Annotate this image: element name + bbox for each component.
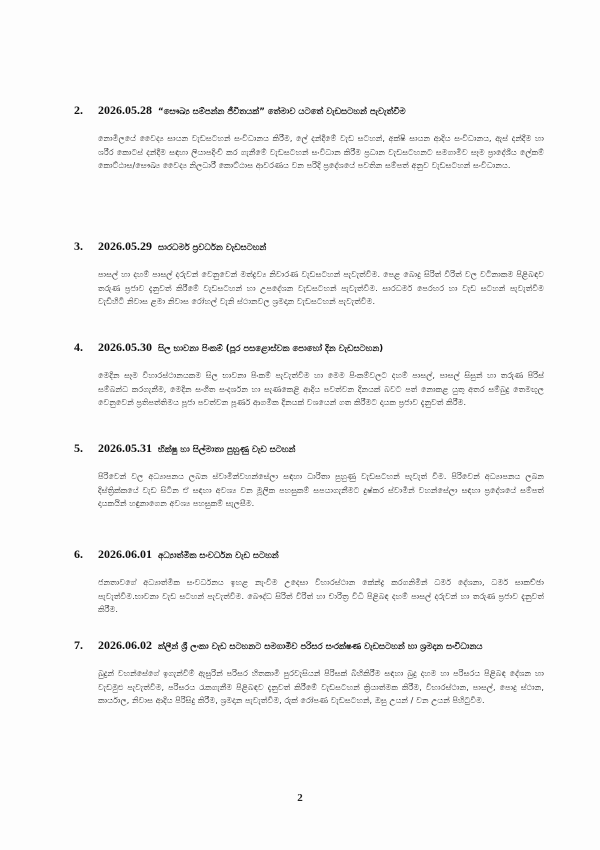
- section-number: 6.: [74, 547, 83, 561]
- section-7: [74, 638, 544, 708]
- section-heading: [74, 441, 544, 458]
- section-body: නොමිලයේ වෛද්‍ය සායන වැඩසටහන් සංවිධානය කිරීම, ලේ දන්දීමේ වැඩ සටහන්, අක්ෂි සායන ආදිය සංවිධානය, ඇස් දන්දීම හා ශරීර කොටස් දන්දීම සඳහා ලියාපදිංචි කර ගැනීමේ වැඩසටහන් සංවිධාන කිරීම ප්‍රධාන වැඩසටහනට සමගාමීව සෑම ප්‍රාදේශීය ලේකම් කොට්ඨාස/සෞඛ්‍ය වෛද්‍ය නිලධාරී කොට්ඨාස ආවරණය වන පරිදි ප්‍රදේශයේ පවතින සම්පත් අනුව වැඩසටහන් සංවිධානය.: [98, 134, 544, 171]
- section-heading: [74, 239, 544, 256]
- section-5: [74, 441, 544, 511]
- section-date: 2026.06.01: [98, 547, 152, 561]
- section-heading: [74, 547, 544, 564]
- section-title: අධ්‍යාත්මික සංවර්ධන වැඩ සටහන්: [158, 551, 279, 561]
- section-2: [74, 103, 544, 173]
- section-body: බුදුන් වහන්සේගේ ඉගැන්වීම් ඇසුරින් පරිසර හිතකාමී පුරවැසියන් පිරිසක් බිහිකිරීම සඳහා බුදු දහම හා පරිසරය පිළිබඳ දේශන හා වැඩමුළු පැවැත්වීම, පරිසරය රැකගැනීම පිළිබඳව දැනුවත් කිරීමේ වැඩසටහන් ක්‍රියාත්මක කිරීම, විහාරස්ථාන, පාසල්, පොදු ස්ථාන, කාර්යාල, නිවාස ආදිය පිරිසිදු කිරීම, ශ්‍රමදාන පැවැත්වීම, රුක් රෝපණ වැඩසටහන්, ඔසු උයන් / වන උයන් පිහිටුවීම.: [98, 669, 544, 706]
- section-6: [74, 547, 544, 617]
- section-body: පාසල් හා දහම් පාසල් දරුවන් වෙනුවෙන් මත්ද්‍රව්‍ය නිවාරණ වැඩසටහන් පැවැත්වීම. පෙළ බොදු සිරිත් විරිත් වල වටිනාකම පිළිබඳව තරුණ ප්‍රජාව දැනුවත් කිරීමේ වැඩසටහන් හා උපදේශන වැඩසටහන් පැවැත්වීම. සාරධර්ම පෙරහර හා වැඩ සටහන් පැවැත්වීම වැඩිහිටි නිවාස ළමා නිවාස රෝහල් වැනි ස්ථානවල ශ්‍රමදාන වැඩසටහන් පැවැත්වීම.: [98, 270, 544, 307]
- section-3: [74, 239, 544, 309]
- section-date: 2026.05.30: [98, 340, 152, 354]
- section-heading: [74, 103, 544, 120]
- section-body: ජනතාවගේ අධ්‍යාත්මික සංවර්ධනය ඉහළ නැංවීම උදෙසා විහාරස්ථාන කේන්ද්‍ර කරගනිමින් ධර්ම දේශනා, ධර්ම සාකච්ඡා පැවැත්වීම.භාවනා වැඩ සටහන් පැවැත්වීම. බෞද්ධ සිරිත් විරිත් හා චාරිත්‍ර විධි පිළිබඳ දහම් පාසල් දරුවන් හා තරුණ ප්‍රජාව දැනුවත් කිරීම.: [98, 578, 544, 615]
- section-number: 4.: [74, 340, 83, 354]
- section-date: 2026.06.02: [98, 638, 152, 652]
- section-number: 7.: [74, 638, 83, 652]
- section-4: [74, 340, 544, 410]
- section-number: 3.: [74, 239, 83, 253]
- section-date: 2026.05.28: [98, 103, 152, 117]
- section-number: 5.: [74, 441, 83, 455]
- section-title: සාරධර්ම ප්‍රවර්ධන වැඩසටහන්: [158, 243, 267, 253]
- page-number: 2: [297, 792, 303, 804]
- section-date: 2026.05.31: [98, 441, 152, 455]
- section-date: 2026.05.29: [98, 239, 152, 253]
- section-title: “සෞඛ්‍ය සම්පන්න ජීවිතයක්” තේමාව යටතේ වැඩසටහන් පැවැත්වීම: [158, 107, 406, 117]
- section-title: භික්ෂු හා සිල්මාතා පුහුණු වැඩ සටහන්: [158, 445, 296, 455]
- section-number: 2.: [74, 103, 83, 117]
- section-heading: [74, 638, 544, 655]
- section-title: ක්ලීන් ශ්‍රී ලංකා වැඩ සටහනට සමගාමීව පරිසර සංරක්ෂණ වැඩසටහන් හා ශ්‍රමදාන සංවිධානය: [158, 642, 483, 652]
- section-body: මෙදින සෑම විහාරස්ථානයකම සිල භාවනා පිංකම් පැවැත්වීම හා මෙම පිංකම්වලට දහම් පාසල්, පාසල් සිසුන් හා තරුණ පිරිස් සම්බන්ධ කරගැනීම, මෙදින සංගීත සංදර්ශන හා සැණකෙළි ආදිය පවත්වන දිනයක් බවට පත් නොකළ යුතු අතර සම්බුදු තෙමඟුල වෙනුවෙන් ප්‍රතිපත්තිමය පූජා පවත්වන පූර්ණ ආගමික දිනයක් වශයෙන් ගත කිරීමට දායක ප්‍රජාව දැනුවත් කිරීම.: [98, 371, 544, 408]
- section-heading: [74, 340, 544, 357]
- section-title: සිල භාවනා පිංකම් (පූර පසළොස්වක පොහෝ දින වැඩසටහන): [158, 344, 384, 354]
- section-body: පිරිවෙන් වල අධ්‍යාපනය ලබන ස්වාමීන්වහන්සේලා සඳහා ධාරිතා පුහුණු වැඩසටහන් පැවැත් වීම. පිරිවෙන් අධ්‍යාපනය ලබන දිස්ත්‍රික්කයේ වැඩ සිටින ඒ සඳහා අවශ්‍ය වන මූලික පහසුකම් සපයාගැනීමට දුෂ්කර ස්වාමීන් වහන්සේලා සඳහා ප්‍රදේශයේ සම්පත් දායකයින් හඳුනාගෙන අවශ්‍ය පහසුකම් සැලසීම.: [98, 472, 544, 509]
